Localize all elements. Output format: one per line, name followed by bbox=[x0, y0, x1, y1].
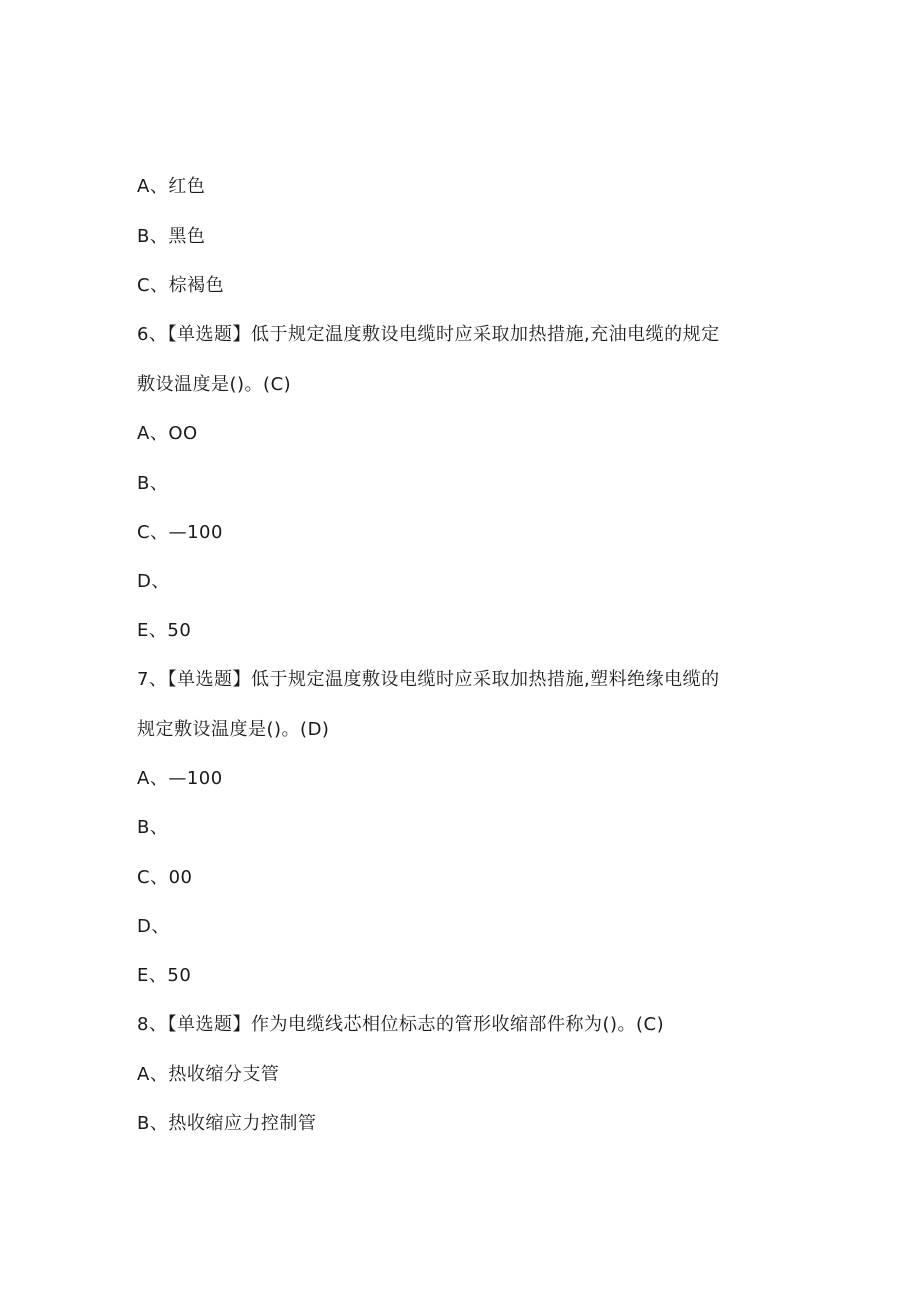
q7-option-d: D、 bbox=[137, 916, 170, 937]
question-8-line-1: 8、【单选题】作为电缆线芯相位标志的管形收缩部件称为()。(C) bbox=[137, 1014, 665, 1035]
question-7-line-2: 规定敷设温度是()。(D) bbox=[137, 719, 330, 740]
q6-option-a: A、OO bbox=[137, 423, 198, 444]
q6-option-e: E、50 bbox=[137, 620, 192, 641]
option-a-red: A、红色 bbox=[137, 176, 206, 197]
question-7-line-1: 7、【单选题】低于规定温度敷设电缆时应采取加热措施,塑料绝缘电缆的 bbox=[137, 669, 720, 690]
q7-option-a: A、—100 bbox=[137, 768, 223, 789]
q7-option-e: E、50 bbox=[137, 965, 192, 986]
option-b-black: B、黑色 bbox=[137, 226, 206, 247]
q8-option-b: B、热收缩应力控制管 bbox=[137, 1113, 317, 1134]
q8-option-a: A、热收缩分支管 bbox=[137, 1064, 280, 1085]
q6-option-d: D、 bbox=[137, 571, 170, 592]
question-6-line-2: 敷设温度是()。(C) bbox=[137, 374, 292, 395]
question-6-line-1: 6、【单选题】低于规定温度敷设电缆时应采取加热措施,充油电缆的规定 bbox=[137, 324, 720, 345]
q7-option-c: C、00 bbox=[137, 867, 193, 888]
option-c-brown: C、棕褐色 bbox=[137, 275, 225, 296]
q6-option-c: C、—100 bbox=[137, 522, 223, 543]
q7-option-b: B、 bbox=[137, 817, 169, 838]
q6-option-b: B、 bbox=[137, 473, 169, 494]
